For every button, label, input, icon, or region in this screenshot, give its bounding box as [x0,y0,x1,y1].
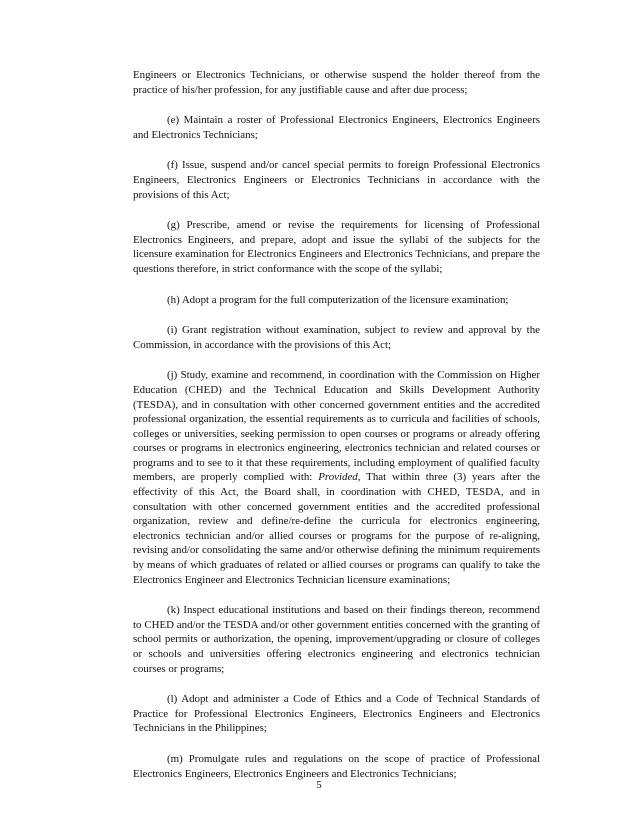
paragraph-e: (e) Maintain a roster of Professional Electronics Engineers, Electronics Engineers and Electronics Technicians; [133,114,540,141]
page-number: 5 [316,779,322,791]
paragraph-g: (g) Prescribe, amend or revise the requirements for licensing of Professional Electronics Engineers, and prepare, adopt and issue the syllabi of the subjects for the licensure examination for Electronics Engineers and Electronics Technicians, and prepare the questions therefore, in strict conformance with the scope of the syllabi; [133,219,540,275]
paragraph-l: (l) Adopt and administer a Code of Ethics and a Code of Technical Standards of Practice for Professional Electronics Engineers, Electronics Engineers and Electronics Technicians in the Philippines; [133,693,540,735]
paragraph-h: (h) Adopt a program for the full computerization of the licensure examination; [167,293,509,306]
paragraph-f: (f) Issue, suspend and/or cancel special permits to foreign Professional Electronics Engineers, Electronics Engineers or Electronics Technicians in accordance with the provisions of this Act; [133,159,540,201]
paragraph-j [133,368,540,587]
body-text [133,68,540,797]
paragraph-k: (k) Inspect educational institutions and based on their findings thereon, recommend to CHED and/or the TESDA and/or other government entities concerned with the granting of school permits or authorization, the opening, improvement/upgrading or closure of colleges or schools and universities offering electronics engineering and electronics technician courses or programs; [133,604,540,675]
provided-emphasis: Provided, [318,471,361,484]
paragraph-j-text-before: (j) Study, examine and recommend, in coordination with the Commission on Higher Education (CHED) and the Technical Education and Skills Development Authority (TESDA), and in consultation with other concerned government entities and the accredited professional organization, the essential requirements as to curricula and facilities of schools, colleges or universities, seeking permission to open courses or programs or already offering courses or programs in electronics engineering, electronics technician and related courses or programs and to see to it that these requirements, including employment of qualified faculty members, are properly complied with: [133,369,540,484]
paragraph-j-text-after: That within three (3) years after the effectivity of this Act, the Board shall, in coordination with CHED, TESDA, and in consultation with other concerned government entities and the accredited professional organization, review and define/re-define the curricula for electronics engineering, electronics technician and/or allied courses or programs for the purpose of re-aligning, revising and/or consolidating the same and/or otherwise defining the minimum requirements by means of which graduates of related or allied courses or programs can qualify to take the Electronics Engineer and Electronics Technician licensure examinations; [133,471,540,586]
paragraph-continuation: Engineers or Electronics Technicians, or otherwise suspend the holder thereof from the practice of his/her profession, for any justifiable cause and after due process; [133,69,540,96]
paragraph-i: (i) Grant registration without examination, subject to review and approval by the Commission, in accordance with the provisions of this Act; [133,324,540,351]
paragraph-m: (m) Promulgate rules and regulations on the scope of practice of Professional Electronics Engineers, Electronics Engineers and Electronics Technicians; [133,752,540,780]
